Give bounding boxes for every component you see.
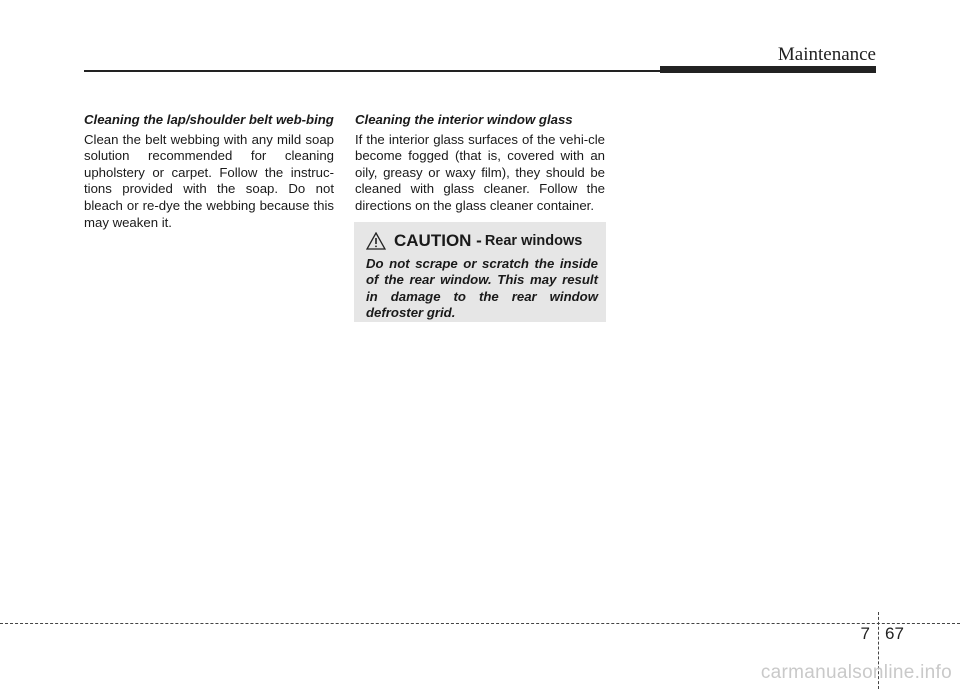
glass-cleaning-heading: Cleaning the interior window glass xyxy=(355,112,573,127)
caution-subtitle: Rear windows xyxy=(484,233,583,249)
left-column xyxy=(84,112,334,231)
section-title: Maintenance xyxy=(777,44,876,65)
glass-cleaning-text: If the interior glass surfaces of the vehi-cle become fogged (that is, covered with an oily, greasy or waxy film), they should be cleaned with glass cleaner. Follow the directions on the glass cleaner container. xyxy=(355,131,605,213)
belt-cleaning-heading: Cleaning the lap/shoulder belt web-bing xyxy=(84,112,334,127)
chapter-number: 7 xyxy=(860,624,870,643)
belt-cleaning-text: Clean the belt webbing with any mild soap solution recommended for cleaning upholstery or carpet. Follow the instruc-tions provided with the soap. Do not bleach or re-dye the webbing because this may weaken it. xyxy=(84,131,334,230)
caution-label: CAUTION - xyxy=(394,231,482,250)
warning-triangle-icon xyxy=(366,232,386,250)
footer-rule xyxy=(0,623,960,624)
right-column xyxy=(355,112,605,215)
watermark: carmanualsonline.info xyxy=(760,662,952,683)
caution-box xyxy=(354,222,606,322)
page-number: 67 xyxy=(885,624,904,643)
caution-header xyxy=(366,230,598,252)
header-rule-thick xyxy=(660,66,876,73)
caution-text: Do not scrape or scratch the inside of the rear window. This may result in damage to the rear window defroster grid. xyxy=(366,256,598,321)
header-rule-thin xyxy=(84,70,660,72)
